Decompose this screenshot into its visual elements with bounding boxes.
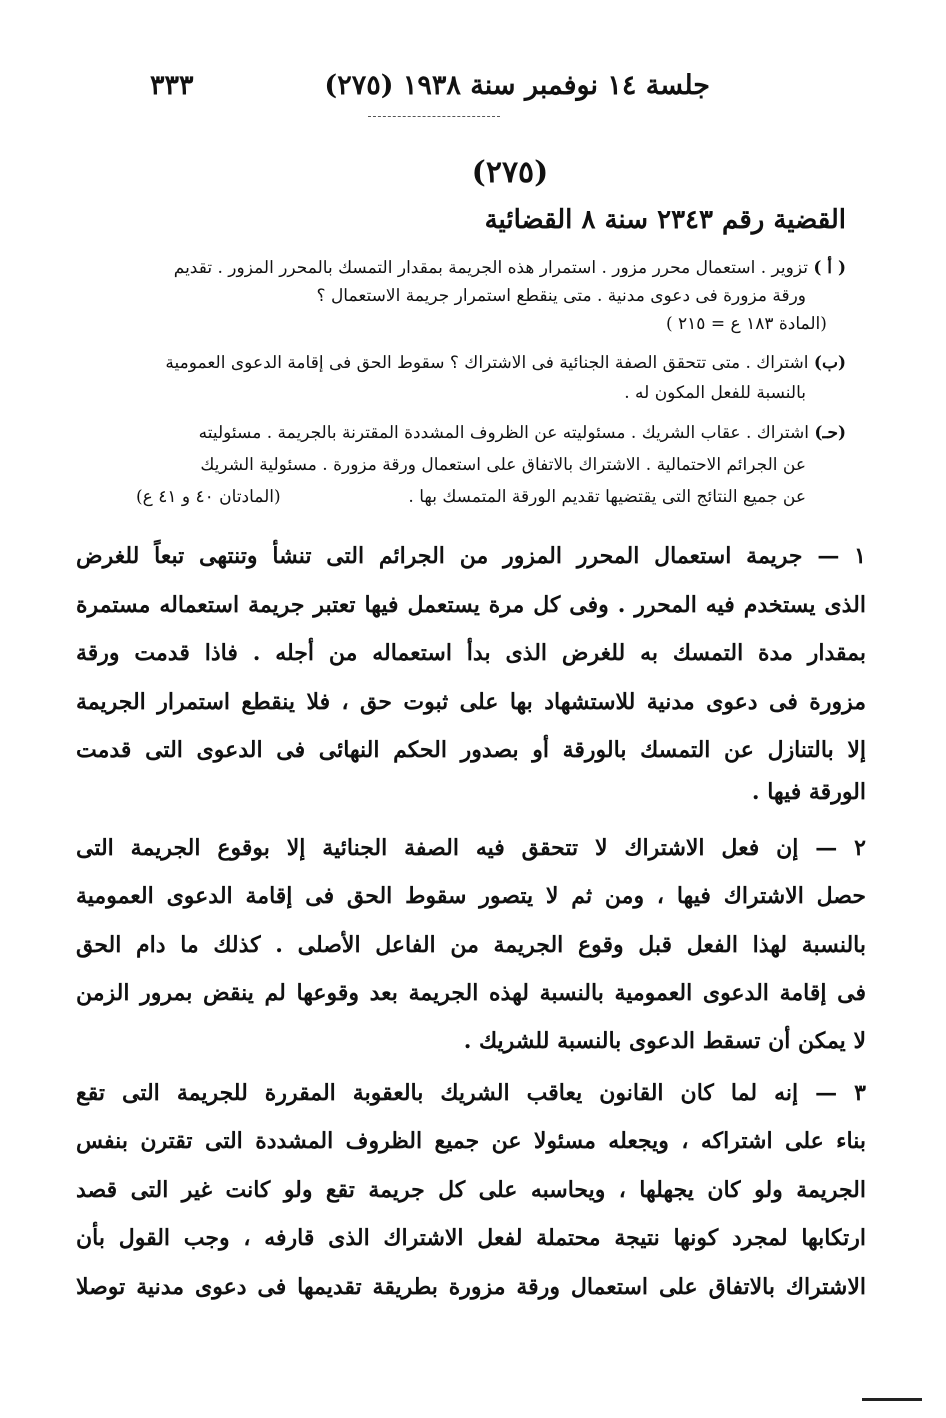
summary-a-line2: ورقة مزورة فى دعوى مدنية . متى ينقطع استمرار جريمة الاستعمال ؟ (316, 286, 806, 306)
summary-b-line1 (165, 350, 846, 376)
summary-a-letter: ( أ ) (813, 258, 846, 278)
header-divider (368, 116, 500, 117)
summary-b-line2: بالنسبة للفعل المكون له . (624, 383, 806, 403)
summary-a-text1: تزوير . استعمال محرر مزور . استمرار هذه الجريمة بمقدار التمسك بالمحرر المزور . تقديم (173, 258, 808, 278)
header-title: جلسة ١٤ نوفمبر سنة ١٩٣٨ (٢٧٥) (324, 70, 710, 101)
summary-b-letter: (ب) (813, 353, 846, 373)
paragraph1-line: إلا بالتنازل عن التمسك بالورقة أو بصدور الحكم النهائى فى الدعوى التى قدمت (76, 737, 866, 763)
paragraph2-line: فى إقامة الدعوى العمومية بالنسبة لهذه الجريمة بعد وقوعها لم ينقض بمرور الزمن (76, 980, 866, 1006)
paragraph1-line: الذى يستخدم فيه المحرر . وفى كل مرة يستعمل فيها تعتبر جريمة استعماله مستمرة (76, 592, 866, 618)
summary-a (146, 255, 846, 335)
summary-a-line1 (174, 255, 846, 281)
summary-b-text1: اشتراك . متى تتحقق الصفة الجنائية فى الاشتراك ؟ سقوط الحق فى إقامة الدعوى العمومية (165, 353, 809, 373)
paragraph1-line: الورقة فيها . (751, 779, 866, 805)
page-header (150, 70, 710, 110)
paragraph3-line: الاشتراك بالاتفاق على استعمال ورقة مزورة بطريقة تقديمها فى دعوى مدنية توصلا (76, 1274, 866, 1300)
summary-c-letter: (حـ) (814, 423, 846, 443)
paragraph3-line: ارتكابها لمجرد كونها نتيجة محتملة لفعل الاشتراك الذى قارفه ، وجب القول بأن (76, 1225, 866, 1251)
summary-c-article: (المادتان ٤٠ و ٤١ ع) (136, 487, 281, 507)
summary-c-line1 (199, 420, 846, 446)
summary-a-article: (المادة ١٨٣ ع = ٢١٥ ) (666, 314, 827, 334)
paragraph1-line: ١ — جريمة استعمال المحرر المزور من الجرائم التى تنشأ وتنتهى تبعاً للغرض (76, 543, 866, 569)
case-reference: القضية رقم ٢٣٤٣ سنة ٨ القضائية (484, 205, 846, 235)
summary-c (136, 420, 846, 520)
summary-c-line2: عن الجرائم الاحتمالية . الاشتراك بالاتفاق على استعمال ورقة مزورة . مسئولية الشريك (200, 455, 806, 475)
paragraph1-line: مزورة فى دعوى مدنية للاستشهاد بها على ثبوت حق ، فلا ينقطع استمرار الجريمة (76, 689, 866, 715)
paragraph3-line: الجريمة ولو كان يجهلها ، ويحاسبه على كل جريمة تقع ولو كانت غير التى قصد (76, 1177, 866, 1203)
paragraph1-line: بمقدار مدة التمسك به للغرض الذى بدأ استعماله من أجله . فاذا قدمت ورقة (76, 640, 866, 666)
paragraph2-line: بالنسبة لهذا الفعل قبل وقوع الجريمة من الفاعل الأصلى . كذلك ما دام الحق (76, 932, 866, 958)
paragraph2-line: لا يمكن أن تسقط الدعوى بالنسبة للشريك . (463, 1028, 866, 1054)
paragraph3-line: بناء على اشتراكه ، ويجعله مسئولا عن جميع الظروف المشددة التى تقترن بنفس (76, 1128, 866, 1154)
footer-rule (862, 1398, 922, 1401)
summary-b (146, 350, 846, 406)
summary-c-line3: عن جميع النتائج التى يقتضيها تقديم الورقة المتمسك بها . (408, 487, 806, 507)
summary-c-text1: اشتراك . عقاب الشريك . مسئوليته عن الظروف المشددة المقترنة بالجريمة . مسئوليته (198, 423, 810, 443)
paragraph3-line: ٣ — إنه لما كان القانون يعاقب الشريك بالعقوبة المقررة للجريمة التى تقع (76, 1080, 866, 1106)
case-number: (٢٧٥) (471, 155, 549, 190)
page-number: ٣٣٣ (150, 70, 194, 101)
paragraph2-line: حصل الاشتراك فيها ، ومن ثم لا يتصور سقوط الحق فى إقامة الدعوى العمومية (76, 883, 866, 909)
paragraph2-line: ٢ — إن فعل الاشتراك لا تتحقق فيه الصفة الجنائية إلا بوقوع الجريمة التى (76, 835, 866, 861)
